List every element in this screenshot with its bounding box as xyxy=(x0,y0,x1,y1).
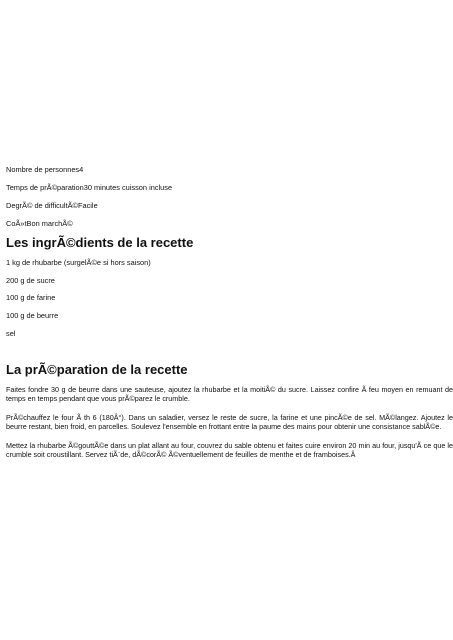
ingredient-item: 200 g de sucre xyxy=(6,276,55,285)
ingredients-heading: Les ingrÃ©dients de la recette xyxy=(6,235,194,250)
difficulty-info: DegrÃ© de difficultÃ©Facile xyxy=(6,201,98,210)
preparation-heading: La prÃ©paration de la recette xyxy=(6,362,188,377)
servings-info: Nombre de personnes4 xyxy=(6,165,84,174)
ingredient-item: 1 kg de rhubarbe (surgelÃ©e si hors saison) xyxy=(6,258,151,267)
preparation-step: Faites fondre 30 g de beurre dans une sauteuse, ajoutez la rhubarbe et la moitiÃ© du sucre. Laissez confire Ã feu moyen en remuant de temps en temps pendant que vous prÃ©parez le crumble. xyxy=(6,385,453,404)
ingredient-item: sel xyxy=(6,329,16,338)
preparation-step: Mettez la rhubarbe Ã©gouttÃ©e dans un plat allant au four, couvrez du sable obtenu et faites cuire environ 20 min au four, jusqu'Ã ce que le crumble soit croustillant. Servez tiÃ¨de, dÃ©corÃ© Ã©ventuellement de feuilles de menthe et de framboises.Â xyxy=(6,441,453,460)
ingredient-item: 100 g de farine xyxy=(6,293,56,302)
ingredient-item: 100 g de beurre xyxy=(6,311,59,320)
preparation-step: PrÃ©chauffez le four Ã th 6 (180Â°). Dans un saladier, versez le reste de sucre, la farine et une pincÃ©e de sel. MÃ©langez. Ajoutez le beurre restant, bien froid, en parcelles. Soulevez l'ensemble en frottant entre la paume des mains pour obtenir une consistance sablÃ©e. xyxy=(6,413,453,432)
prep-time-info: Temps de prÃ©paration30 minutes cuisson incluse xyxy=(6,183,173,192)
cost-info: CoÃ»tBon marchÃ© xyxy=(6,219,73,228)
recipe-page xyxy=(6,0,453,640)
